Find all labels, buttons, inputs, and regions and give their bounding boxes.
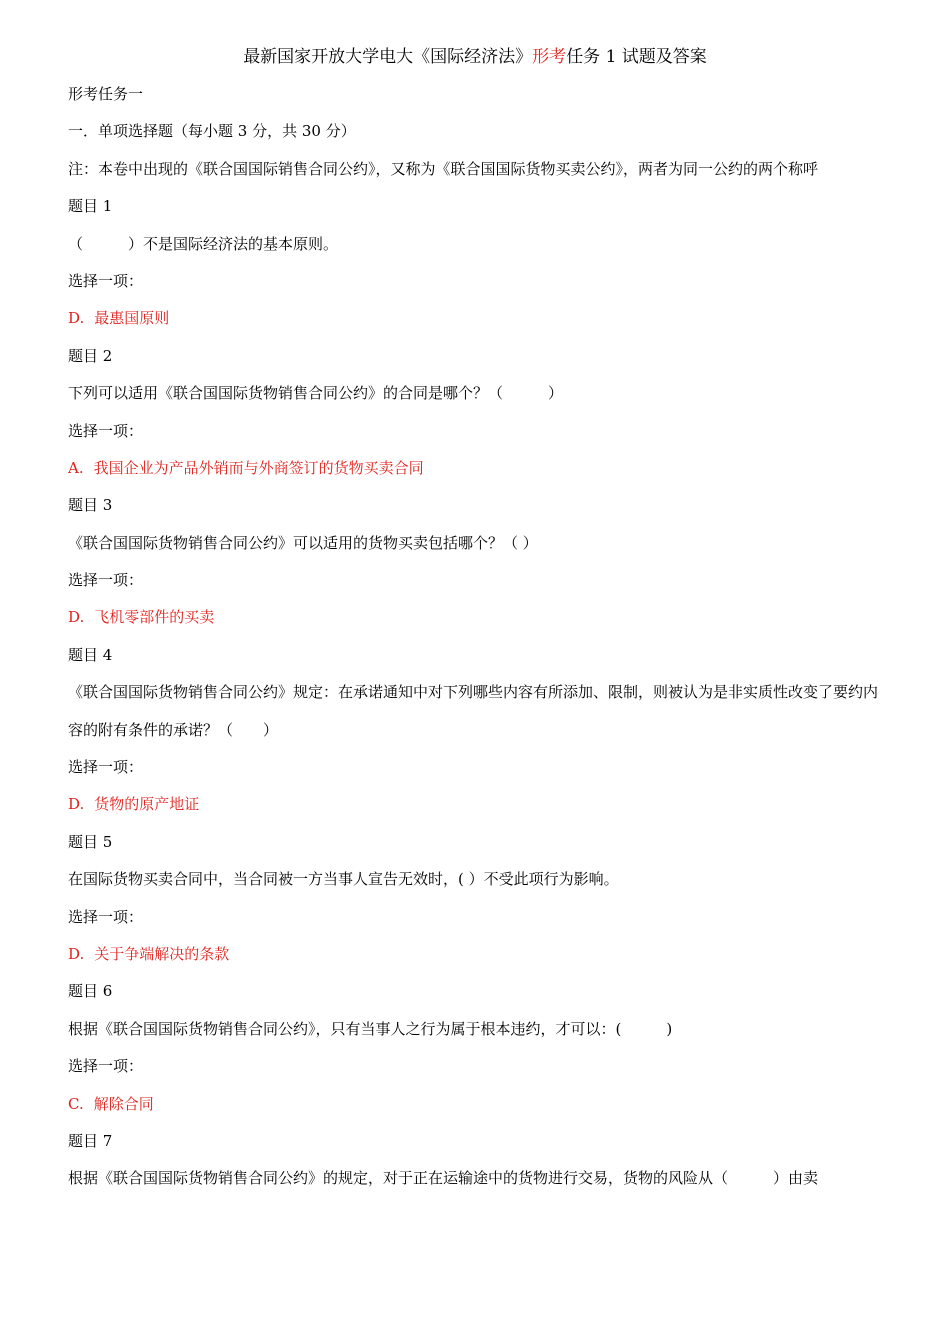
choose-label: 选择一项： — [68, 421, 144, 440]
title-prefix: 最新国家开放大学电大《国际经济法》 — [243, 47, 533, 67]
question-label: 题目 1 — [68, 197, 113, 216]
part-heading: 一．单项选择题（每小题 3 分，共 30 分） — [68, 122, 356, 141]
question-text: 下列可以适用《联合国国际货物销售合同公约》的合同是哪个？（ ） — [68, 384, 564, 403]
section-label: 形考任务一 — [68, 85, 144, 103]
answer-letter: D. — [68, 309, 85, 328]
answer-text: 货物的原产地证 — [94, 795, 200, 814]
answer-text: 最惠国原则 — [94, 309, 170, 328]
choose-label: 选择一项： — [68, 1057, 144, 1076]
question-label: 题目 5 — [68, 832, 113, 851]
question-label: 题目 6 — [68, 982, 113, 1001]
question-label: 题目 7 — [68, 1131, 113, 1150]
answer-letter: A. — [68, 458, 84, 477]
question-text: 在国际货物买卖合同中，当合同被一方当事人宣告无效时，( ）不受此项行为影响。 — [68, 870, 619, 889]
answer-line — [68, 450, 888, 487]
answer-text: 飞机零部件的买卖 — [94, 608, 215, 627]
answer-letter: D. — [68, 608, 85, 627]
answer-line — [68, 1086, 888, 1123]
choose-label: 选择一项： — [68, 271, 144, 290]
note-paragraph: 注：本卷中出现的《联合国国际销售合同公约》，又称为《联合国国际货物买卖公约》，两者为同一公约的两个称呼 — [68, 159, 819, 178]
question-text: 《联合国国际货物销售合同公约》可以适用的货物买卖包括哪个？（ ） — [68, 533, 538, 552]
title-highlight: 形考 — [532, 47, 567, 67]
answer-letter: D. — [68, 945, 85, 964]
answer-line — [68, 936, 888, 973]
title-suffix: 任务 1 试题及答案 — [566, 47, 707, 67]
answer-text: 我国企业为产品外销而与外商签订的货物买卖合同 — [93, 458, 424, 477]
choose-label: 选择一项： — [68, 758, 144, 777]
answer-text: 关于争端解决的条款 — [94, 945, 230, 964]
answer-line — [68, 300, 888, 337]
question-text: （ ）不是国际经济法的基本原则。 — [68, 234, 339, 253]
question-label: 题目 4 — [68, 645, 113, 664]
answer-line — [68, 599, 888, 636]
answer-letter: D. — [68, 795, 85, 814]
choose-label: 选择一项： — [68, 571, 144, 590]
answer-letter: C. — [68, 1094, 84, 1113]
question-text: 根据《联合国国际货物销售合同公约》，只有当事人之行为属于根本违约，才可以：( ) — [68, 1019, 673, 1038]
answer-text: 解除合同 — [93, 1094, 154, 1113]
question-text: 根据《联合国国际货物销售合同公约》的规定，对于正在运输途中的货物进行交易，货物的风险从（ ）由卖 — [68, 1169, 819, 1188]
document-title — [0, 44, 950, 70]
question-text: 《联合国国际货物销售合同公约》规定：在承诺通知中对下列哪些内容有所添加、限制，则被认为是非实质性改变了要约内容的附有条件的承诺？（ ） — [68, 683, 879, 739]
document-body — [68, 76, 888, 1198]
question-label: 题目 2 — [68, 346, 113, 365]
choose-label: 选择一项： — [68, 907, 144, 926]
question-label: 题目 3 — [68, 496, 113, 515]
answer-line — [68, 786, 888, 823]
